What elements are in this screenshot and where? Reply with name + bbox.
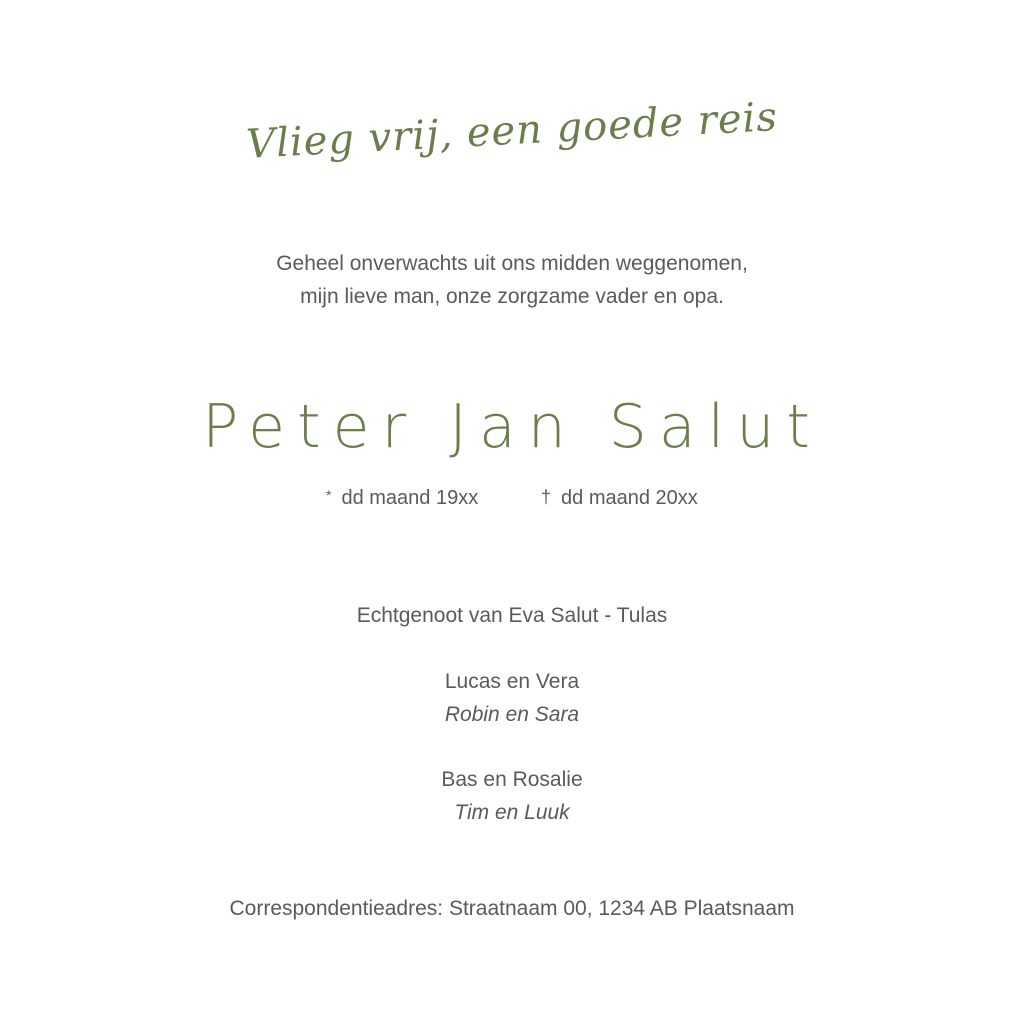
intro-line-2: mijn lieve man, onze zorgzame vader en opa. xyxy=(300,285,724,308)
deceased-name: Peter Jan Salut xyxy=(202,392,822,462)
spouse-line: Echtgenoot van Eva Salut - Tulas xyxy=(356,604,668,627)
grandchildren-family-2: Tim en Luuk xyxy=(454,801,570,824)
children-family-2: Bas en Rosalie xyxy=(441,768,583,791)
intro-line-1: Geheel onverwachts uit ons midden weggenomen, xyxy=(276,252,748,275)
death-cross-icon: † xyxy=(541,487,552,507)
death-date-block xyxy=(541,487,698,510)
grandchildren-family-1: Robin en Sara xyxy=(444,703,580,726)
birth-date-block xyxy=(326,487,478,510)
death-date: dd maand 20xx xyxy=(561,487,698,509)
birth-date: dd maand 19xx xyxy=(341,487,479,509)
correspondence-address: Correspondentieadres: Straatnaam 00, 1234 AB Plaatsnaam xyxy=(229,897,795,920)
children-family-1: Lucas en Vera xyxy=(444,670,580,693)
birth-star-icon: * xyxy=(326,487,332,503)
motto-script: Vlieg vrij, een goede reis xyxy=(245,94,779,168)
